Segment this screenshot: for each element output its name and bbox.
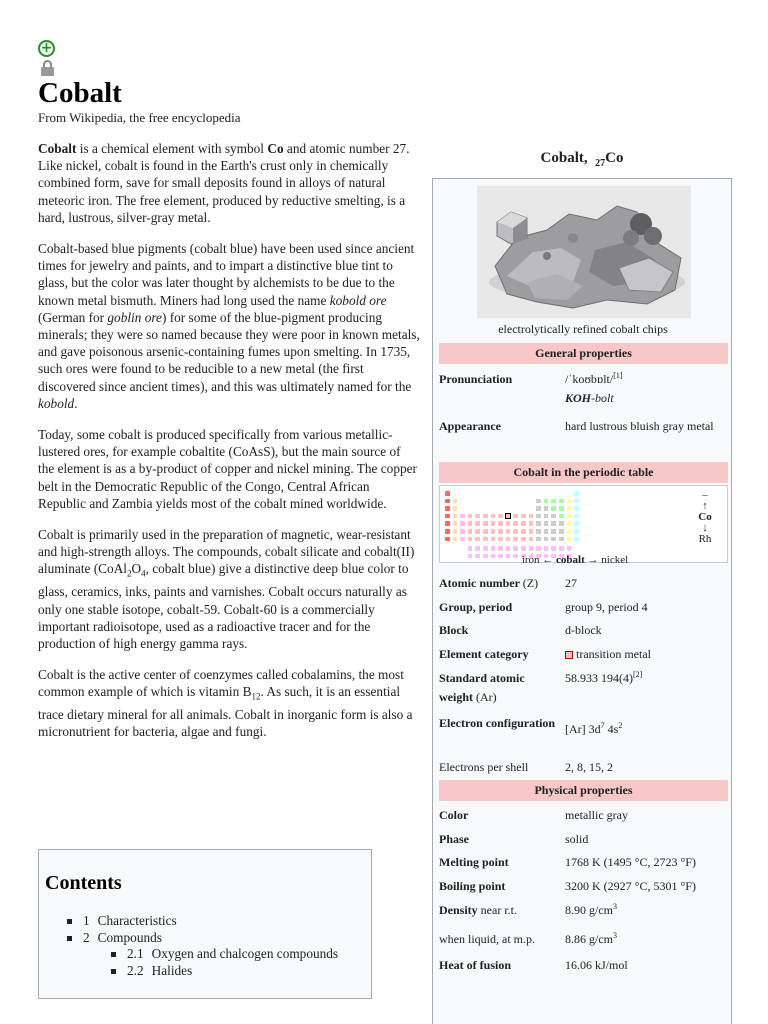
pt-cell	[444, 528, 451, 535]
pt-cell	[512, 513, 519, 520]
toc-list	[45, 913, 365, 979]
paragraph-2: Cobalt-based blue pigments (cobalt blue) have been used since ancient times for jewelry and paints, and to impart a distinctive blue tint to glass, but the color was later thought by alchemists to be due to the known metal bismuth. Miners had long used the name kobold ore (German for goblin ore) for some of the blue-pigment producing minerals; they were so named because they were poor in known metals, and gave poisonous arsenic-containing fumes upon smelting. In 1735, such ores were found to be reducible to a new metal (the first discovered since ancient times), and this was ultimately named for the kobold.	[38, 241, 420, 411]
pt-cell	[452, 520, 459, 527]
pt-cell	[528, 536, 535, 543]
toc-item-oxygen-chalcogen[interactable]: 2.1 Oxygen and chalcogen compounds	[45, 946, 365, 963]
pt-cell	[558, 528, 565, 535]
pt-cell	[528, 545, 535, 552]
pronunciation-ipa[interactable]: /ˈkoʊbɒlt/	[565, 372, 614, 386]
pt-cell	[452, 513, 459, 520]
infobox: electrolytically refined cobalt chips General properties Pronunciation /ˈkoʊbɒlt/[1] KOH-bolt Appearance hard lustrous bluish gray metal Cobalt in the periodic table – ↑ Co ↓ Rh iron ← cobalt → nickel Atomic number (Z) 27 Group, period group 9, period 4 Block d-block Element category transition metal Standard atomic weight (Ar) 58.933 194(4)[2] Electron configuration [Ar] $3d^7$ $4s^2$ Electrons per shell 2, 8, 15, 2 Physical properties Color metallic gray Phase solid Melting point 1768 K (1495 °C, 2723 °F) Boiling point 3200 K (2927 °C, 5301 °F) Density near r.t. 8.90 $g/cm^3$ when liquid, at m.p. 8.86 $g/cm^3$ Heat of fusion 16.06 kJ/mol	[432, 178, 732, 1024]
pt-cell	[573, 490, 580, 497]
pt-cell	[512, 520, 519, 527]
pt-cell	[490, 513, 497, 520]
pt-cell	[482, 513, 489, 520]
pt-cell	[566, 513, 573, 520]
pt-cell	[550, 513, 557, 520]
pt-cell	[558, 520, 565, 527]
periodic-neighbors-caption: iron ← cobalt → nickel	[521, 554, 629, 566]
pt-cell	[543, 513, 550, 520]
pt-cell	[444, 520, 451, 527]
table-of-contents	[38, 849, 372, 999]
physical-properties-header: Physical properties	[439, 780, 728, 801]
pt-cell	[566, 528, 573, 535]
pt-cell	[467, 513, 474, 520]
pt-cell	[543, 498, 550, 505]
pt-cell	[573, 505, 580, 512]
pt-cell	[550, 545, 557, 552]
pt-cell	[444, 513, 451, 520]
pt-cell	[452, 536, 459, 543]
page-status-icons	[38, 40, 58, 76]
pt-cell	[550, 498, 557, 505]
pt-cell	[566, 520, 573, 527]
cobalt-chips-photo[interactable]	[477, 186, 691, 318]
pt-cell	[497, 520, 504, 527]
pt-cell	[482, 520, 489, 527]
pt-below[interactable]: Rh	[698, 533, 712, 545]
pt-cell	[497, 528, 504, 535]
pt-cell	[467, 520, 474, 527]
pt-cell	[543, 528, 550, 535]
pt-cell	[543, 545, 550, 552]
paragraph-5: Cobalt is the active center of coenzymes called cobalamins, the most common example of which is vitamin $B_{12}$. As such, it is an essential trace dietary mineral for all animals. Cobalt in inorganic form is also a micronutrient for bacteria, algae and fungi.	[38, 667, 413, 740]
toc-item-compounds[interactable]: 2 Compounds	[45, 930, 365, 947]
pt-cell	[444, 505, 451, 512]
pt-cell	[467, 536, 474, 543]
pt-left-neighbor[interactable]: iron ←	[521, 554, 557, 566]
pt-cell	[490, 520, 497, 527]
pt-cell	[535, 545, 542, 552]
pt-cell	[566, 498, 573, 505]
pt-cell	[520, 513, 527, 520]
pt-cell	[474, 520, 481, 527]
pt-cell	[490, 545, 497, 552]
pt-cell	[535, 513, 542, 520]
pt-cell	[558, 505, 565, 512]
pt-cell	[482, 536, 489, 543]
pt-cell	[573, 513, 580, 520]
pt-cell	[490, 536, 497, 543]
pt-cell	[573, 528, 580, 535]
pt-symbol: Co	[698, 511, 712, 523]
pt-cell	[505, 536, 512, 543]
photo-caption: electrolytically refined cobalt chips	[498, 322, 668, 336]
pt-cell	[566, 545, 573, 552]
pt-cell	[474, 545, 481, 552]
pt-cell	[474, 536, 481, 543]
periodic-table-mini[interactable]	[439, 485, 728, 566]
article-body	[38, 140, 420, 755]
pt-cell	[535, 520, 542, 527]
periodic-neighbors: – ↑ Co ↓ Rh	[691, 490, 719, 545]
pt-cell	[528, 513, 535, 520]
pt-cell	[497, 536, 504, 543]
pt-cell	[535, 536, 542, 543]
pt-cell	[543, 505, 550, 512]
pt-cell	[520, 536, 527, 543]
pt-cell	[467, 528, 474, 535]
pt-cell	[444, 498, 451, 505]
pt-cell	[459, 528, 466, 535]
pt-cell	[459, 513, 466, 520]
pt-cell	[528, 528, 535, 535]
pt-cell	[444, 536, 451, 543]
pt-cell	[512, 545, 519, 552]
pt-cell	[505, 528, 512, 535]
pt-cell	[452, 498, 459, 505]
lock-icon	[41, 60, 54, 76]
pt-cell	[558, 498, 565, 505]
toc-item-characteristics[interactable]: 1 Characteristics	[45, 913, 365, 930]
contents-heading: Contents	[45, 872, 122, 894]
pt-cell	[497, 545, 504, 552]
pt-cell	[505, 520, 512, 527]
pt-cell	[535, 498, 542, 505]
pt-cell	[543, 520, 550, 527]
ref-2[interactable]: [2]	[633, 670, 643, 679]
pt-cell	[535, 528, 542, 535]
general-properties-header: General properties	[439, 343, 728, 364]
periodic-table-header: Cobalt in the periodic table	[439, 462, 728, 483]
row-electron-configuration: Electron configuration [Ar] $3d^7$ $4s^2$	[439, 716, 623, 736]
pt-cell	[543, 536, 550, 543]
page-subtitle: From Wikipedia, the free encyclopedia	[38, 110, 241, 125]
paragraph-3: Today, some cobalt is produced specifically from various metallic-lustered ores, for example cobaltite (CoAsS), but the main source of the element is as a by-product of copper and nickel mining. The copper belt in the Democratic Republic of the Congo, Central African Republic and Zambia yields most of the cobalt mined worldwide.	[38, 427, 417, 511]
pt-cell	[482, 545, 489, 552]
pt-cell	[566, 505, 573, 512]
pt-cell	[558, 513, 565, 520]
row-pronunciation: Pronunciation /ˈkoʊbɒlt/[1] KOH-bolt	[439, 371, 623, 405]
pt-cell	[520, 520, 527, 527]
pt-cell	[520, 545, 527, 552]
infobox-title: Cobalt, $_{27}$Co	[540, 150, 624, 169]
paragraph-4: Cobalt is primarily used in the preparation of magnetic, wear-resistant and high-strength alloys. The compounds, cobalt silicate and cobalt(II) aluminate ($CoAl_2O_4$, cobalt blue) give a distinctive deep blue color to glass, ceramics, inks, paints and varnishes. Cobalt occurs naturally as only one stable isotope, cobalt-59. Cobalt-60 is a commercially important radioisotope, used as a radioactive tracer and for the production of high energy gamma rays.	[38, 527, 415, 651]
pt-cell	[573, 536, 580, 543]
pt-cell	[550, 536, 557, 543]
pt-cell	[474, 528, 481, 535]
pt-cell	[566, 536, 573, 543]
pt-cell	[444, 490, 451, 497]
pt-cell	[520, 528, 527, 535]
pt-cell	[550, 520, 557, 527]
pt-cell	[452, 528, 459, 535]
category-swatch	[565, 651, 573, 659]
pt-right-neighbor[interactable]: → nickel	[584, 554, 629, 566]
pt-cell	[505, 545, 512, 552]
pt-cell	[573, 498, 580, 505]
pt-cell	[467, 545, 474, 552]
pt-cell	[535, 505, 542, 512]
pt-cell	[505, 513, 512, 520]
pt-cell	[528, 520, 535, 527]
pt-cell	[573, 520, 580, 527]
plus-circle-icon[interactable]: +	[38, 40, 55, 57]
toc-item-halides[interactable]: 2.2 Halides	[45, 963, 365, 980]
pt-cell	[512, 536, 519, 543]
pt-cell	[550, 528, 557, 535]
pt-cell	[550, 505, 557, 512]
paragraph-1: Cobalt is a chemical element with symbol Co and atomic number 27. Like nickel, cobalt is found in the Earth's crust only in chemically combined form, save for small deposits found in alloys of natural meteoric iron. The free element, produced by reductive smelting, is a hard, lustrous, silver-gray metal.	[38, 141, 410, 225]
row-appearance: Appearance hard lustrous bluish gray metal	[439, 419, 714, 433]
pt-cell	[474, 513, 481, 520]
pt-cell	[459, 520, 466, 527]
row-atomic-weight: Standard atomic weight (Ar) 58.933 194(4)[2]	[439, 670, 643, 704]
pt-cell	[558, 536, 565, 543]
ref-1[interactable]: [1]	[613, 371, 623, 380]
pt-cell	[459, 536, 466, 543]
pt-cell	[452, 505, 459, 512]
pt-cell	[490, 528, 497, 535]
pt-cell	[497, 513, 504, 520]
page-title: Cobalt	[38, 77, 122, 109]
pt-cell	[482, 528, 489, 535]
down-arrow-icon: ↓	[702, 522, 708, 534]
pt-cell	[558, 545, 565, 552]
up-arrow-icon: ↑	[702, 500, 708, 512]
pt-cell	[512, 528, 519, 535]
